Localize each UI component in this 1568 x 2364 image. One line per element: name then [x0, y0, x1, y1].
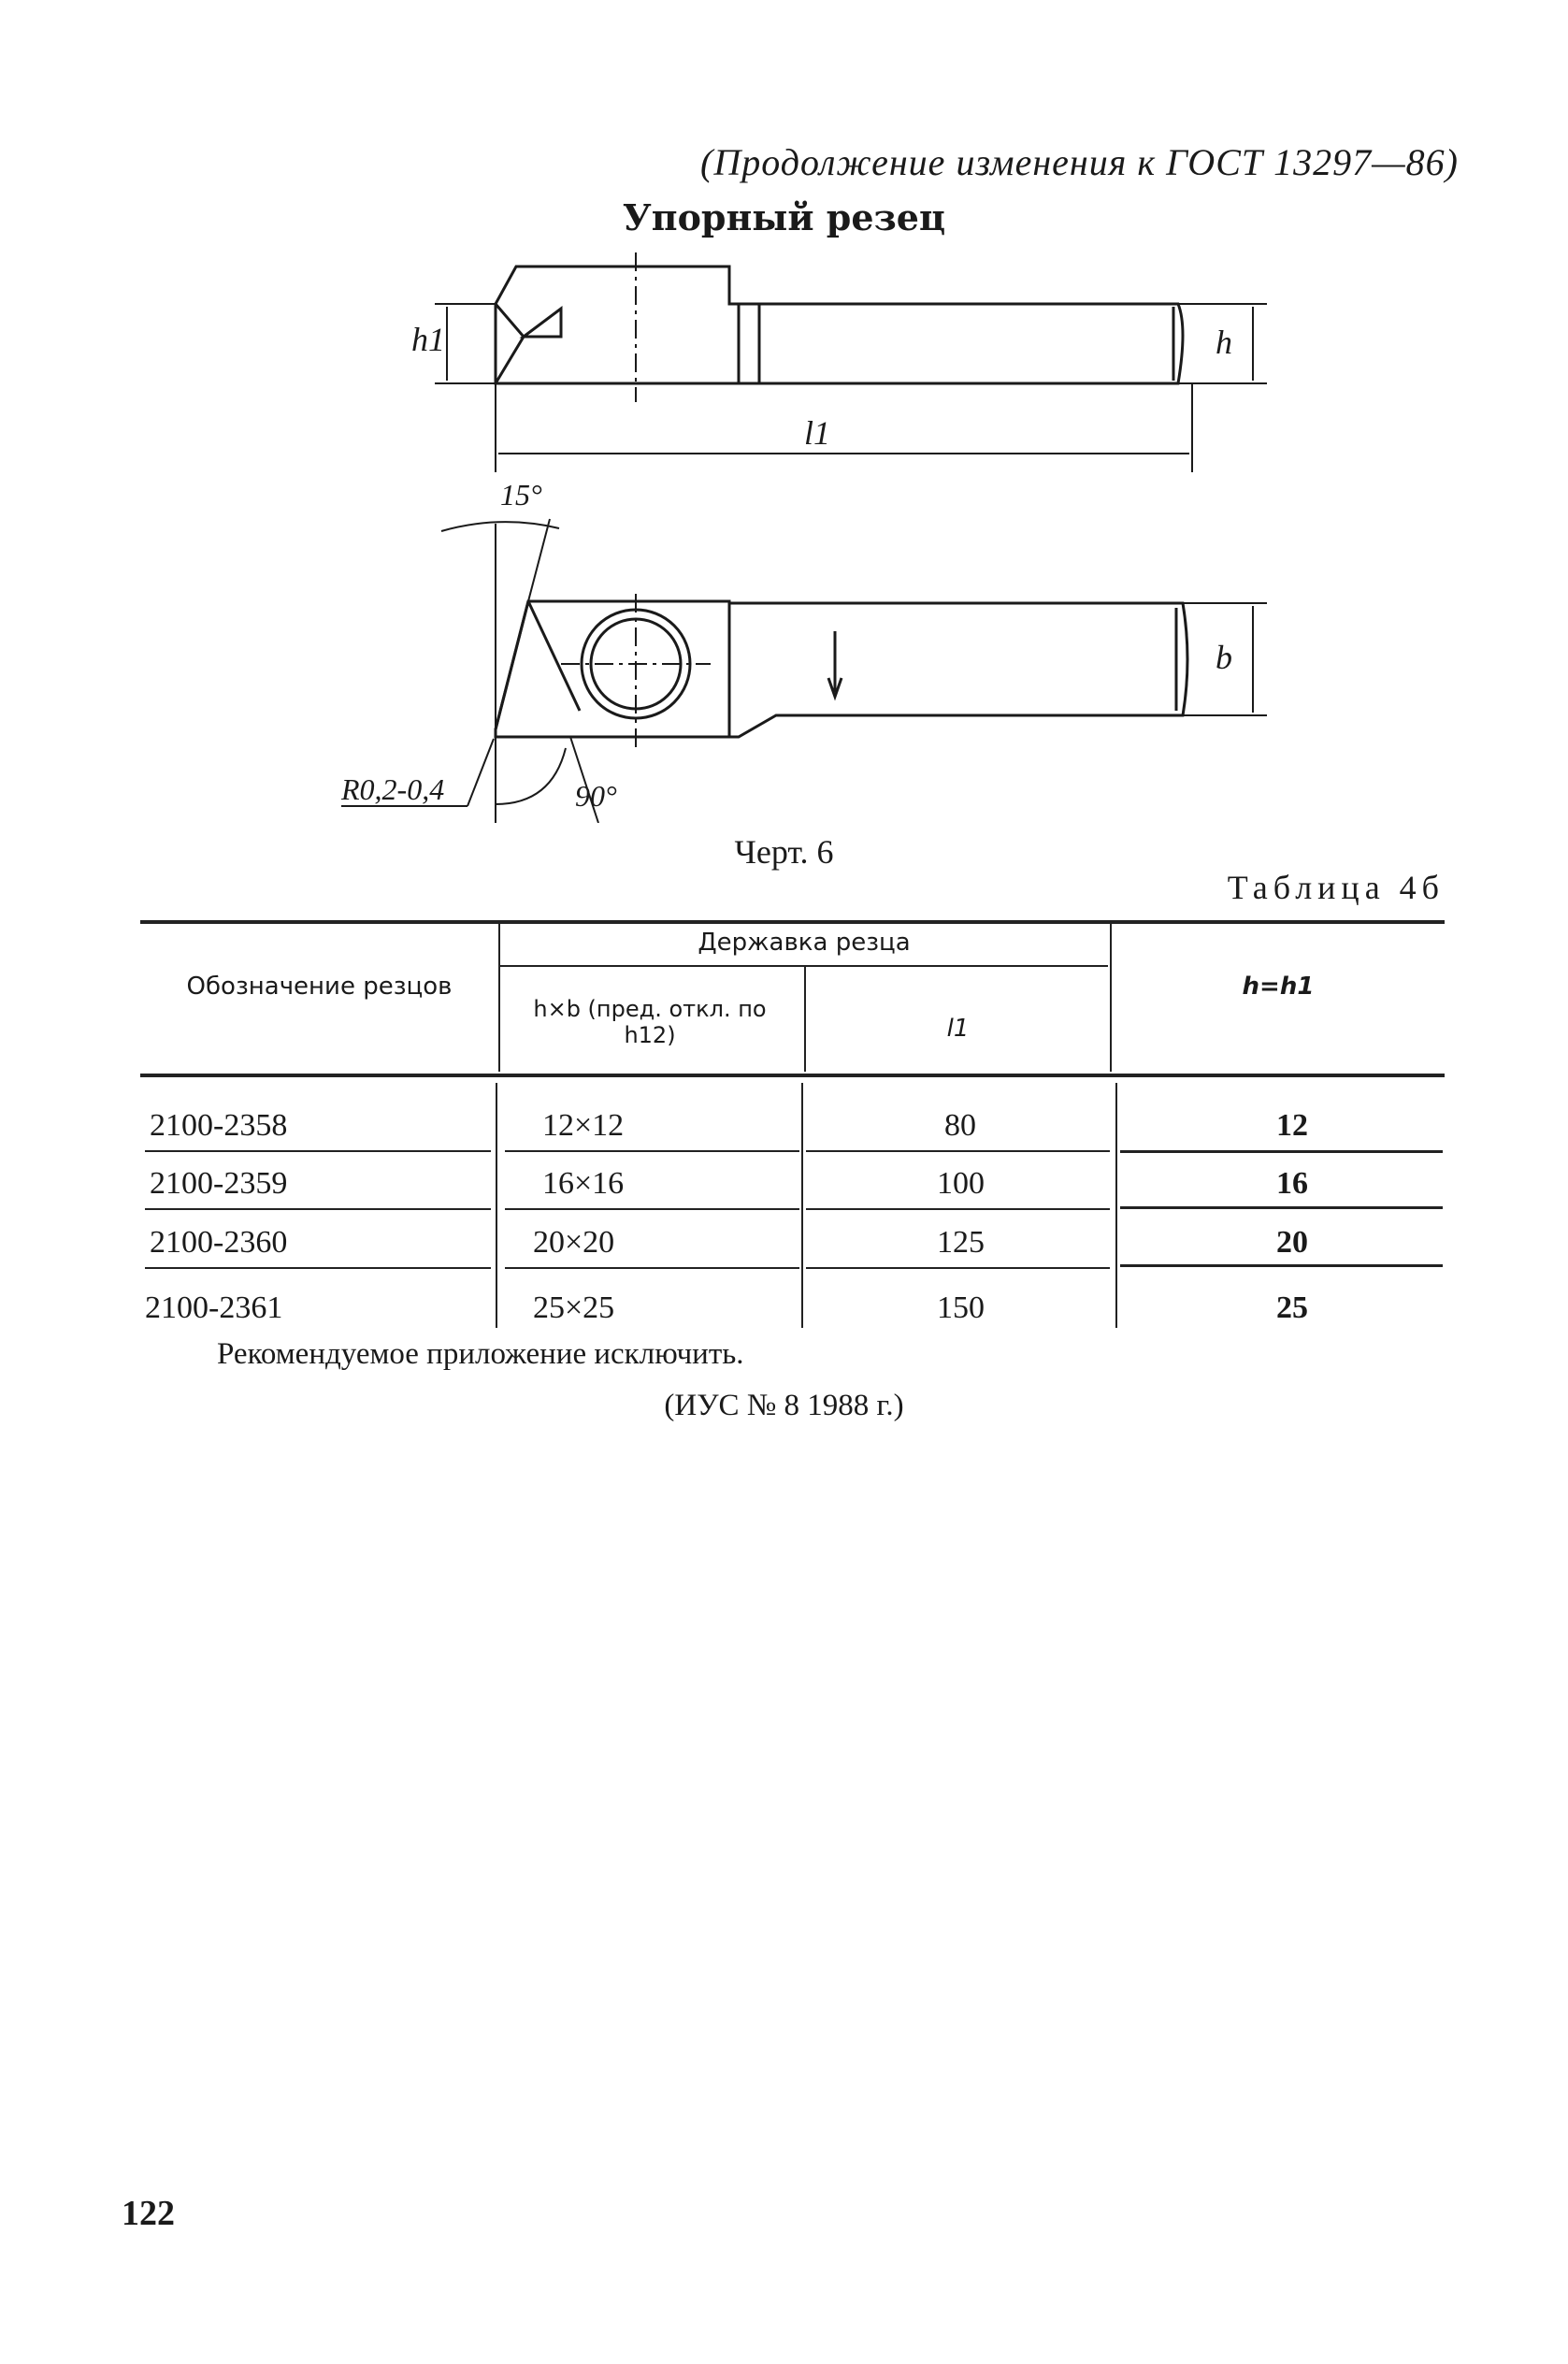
footer-note: Рекомендуемое приложение исключить. — [217, 1337, 744, 1371]
page-number: 122 — [122, 2194, 175, 2233]
table-row — [140, 1166, 1445, 1204]
cell-l1: 100 — [937, 1166, 985, 1201]
table-top-rule — [140, 920, 1445, 924]
cell-hxb: 16×16 — [542, 1166, 625, 1201]
section-title: Упорный резец — [622, 196, 946, 238]
label-h: h — [1216, 324, 1232, 361]
header-l1: l1 — [946, 1015, 970, 1043]
side-view-body — [496, 267, 1183, 383]
table-row — [140, 1108, 1445, 1146]
cell-designation: 2100-2358 — [150, 1108, 288, 1143]
table-number: Таблица 4б — [1227, 869, 1445, 906]
cell-l1: 125 — [937, 1225, 985, 1260]
label-angle-15: 15° — [500, 478, 542, 512]
label-b: b — [1216, 639, 1232, 676]
cell-l1: 150 — [937, 1290, 985, 1325]
cell-hxb: 20×20 — [533, 1225, 615, 1260]
header-holder-group: Державка резца — [698, 929, 911, 957]
top-view-body — [496, 601, 1187, 737]
cell-h: 12 — [1276, 1108, 1308, 1143]
cutter-drawing — [0, 243, 1568, 823]
header-hxb: h×b (пред. откл. по h12) — [533, 996, 767, 1048]
cell-designation: 2100-2359 — [150, 1166, 288, 1201]
table-row — [140, 1225, 1445, 1262]
header-note: (Продолжение изменения к ГОСТ 13297—86) — [700, 141, 1459, 183]
table-header-bottom-rule — [140, 1074, 1445, 1077]
header-designation: Обозначение резцов — [186, 973, 453, 1001]
footer-source: (ИУС № 8 1988 г.) — [664, 1389, 904, 1422]
label-l1: l1 — [804, 414, 831, 452]
label-radius: R0,2-0,4 — [341, 772, 445, 806]
cell-l1: 80 — [944, 1108, 976, 1143]
cell-designation: 2100-2360 — [150, 1225, 288, 1260]
header-h: h=h1 — [1242, 973, 1315, 1001]
cell-designation: 2100-2361 — [145, 1290, 283, 1325]
label-h1: h1 — [411, 321, 445, 358]
cell-h: 25 — [1276, 1290, 1308, 1325]
label-angle-90: 90° — [575, 779, 617, 813]
cell-hxb: 12×12 — [542, 1108, 625, 1143]
figure-caption: Черт. 6 — [734, 833, 834, 871]
cell-h: 20 — [1276, 1225, 1308, 1260]
table-row — [140, 1290, 1445, 1328]
cell-hxb: 25×25 — [533, 1290, 615, 1325]
cell-h: 16 — [1276, 1166, 1308, 1201]
